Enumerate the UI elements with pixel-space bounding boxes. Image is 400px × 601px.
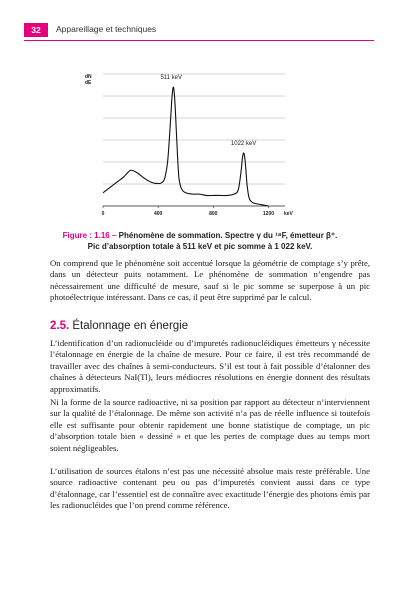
section-heading — [50, 320, 188, 332]
figure-caption — [40, 230, 360, 252]
page-number: 32 — [24, 23, 48, 37]
peak-label: 1022 keV — [230, 141, 257, 148]
paragraph-2: L’identification d’un radionucléide ou d’impuretés radionucléidiques émetteurs γ nécessite l’étalonnage en énergie de la chaîne de mesure. Pour ce faire, il est très recommandé de travailler avec des chaînes à semi-conducteurs. S’il est tout à fait possible d’étalonner des chaînes à détecteurs NaI(Tl), leurs médiocres résolutions en énergie donnent des résultats approximatifs. — [50, 338, 370, 394]
peak-label: 511 keV — [160, 75, 183, 82]
running-head: Appareillage et techniques — [56, 24, 157, 34]
spectrum-chart — [70, 68, 310, 228]
caption-line2: Pic d’absorption totale à 511 keV et pic somme à 1 022 keV. — [87, 242, 313, 251]
x-tick-label: 800 — [209, 211, 218, 217]
x-axis-unit: keV — [284, 211, 293, 217]
caption-line1: Phénomène de sommation. Spectre γ du ¹⁸F, émetteur β⁺. — [116, 231, 338, 240]
paragraph-1: On comprend que le phénomène soit accentué lorsque la géométrie de comptage s’y prête, dans un détecteur puits notamment. Le phénomène de sommation n’engendre pas nécessairement une difficulté de mesure, sauf si le pic somme se superpose à un pic photoélectrique intéressant. Dans ce cas, il peut être supprimé par le calcul. — [50, 258, 370, 303]
page-header — [24, 23, 374, 39]
x-tick-label: 1200 — [262, 211, 275, 217]
header-rule — [24, 40, 374, 41]
y-axis-label-denominator: dE — [85, 80, 92, 86]
y-axis-label-numerator: dN — [85, 74, 92, 80]
spectrum-figure — [70, 68, 310, 228]
caption-label: Figure : 1.16 – — [62, 231, 117, 240]
grid-lines — [103, 74, 285, 184]
section-title: Étalonnage en énergie — [72, 320, 189, 332]
x-tick-label: 400 — [153, 211, 163, 217]
x-tick-label: 0 — [101, 211, 105, 217]
section-number: 2.5. — [50, 320, 70, 332]
paragraph-4: L’utilisation de sources étalons n’est pas une nécessité absolue mais reste préférable. Une source radioactive contenant peu ou pas d’impuretés convient aussi dans ce type d’étalonnage, car l’essentiel est de connaître avec exactitude l’énergie des photons émis par les radionucléides que l’on prend comme référence. — [50, 466, 370, 511]
paragraph-3: Ni la forme de la source radioactive, ni sa position par rapport au détecteur n’interviennent sur la qualité de l’étalonnage. De même son activité n’a pas de réelle influence si toutefois elle est suffisante pour obtenir rapidement une bonne statistique de comptage, un pic d’absorption totale bien « dessiné » et que les pertes de comptage dues au temps mort soient négligeables. — [50, 397, 370, 453]
